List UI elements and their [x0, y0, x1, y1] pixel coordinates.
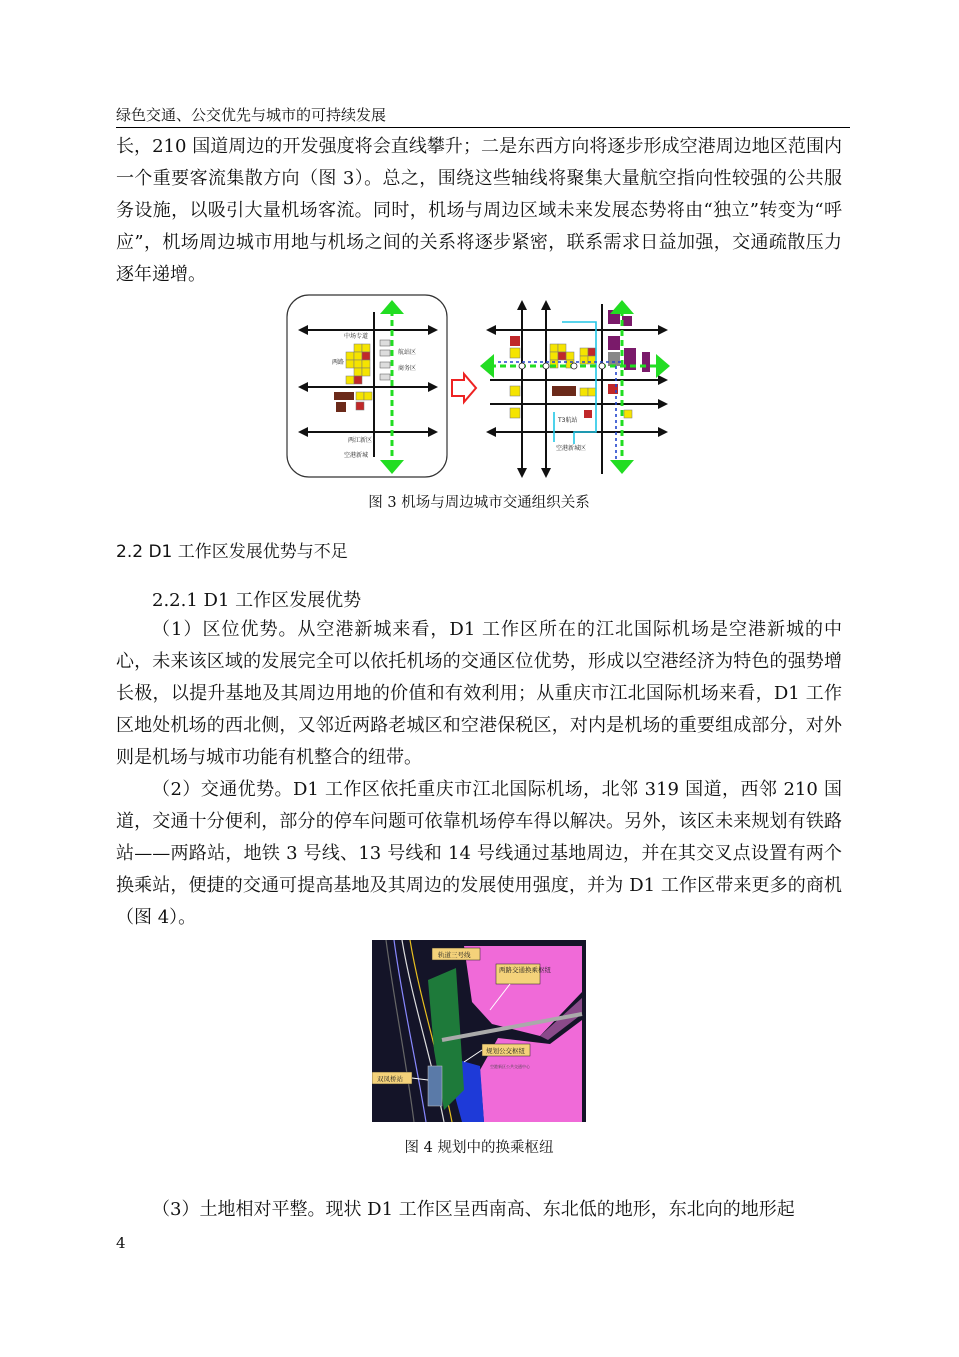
label-hub: 两路交通换乘枢纽 — [499, 966, 551, 974]
left-label-f: 空港新城 — [344, 452, 369, 459]
left-label-b: 两路 — [332, 359, 345, 366]
paragraph-location: （1）区位优势。从空港新城来看，D1 工作区所在的江北国际机场是空港新城的中心，未来该区域的发展完全可以依托机场的交通区位优势，形成以空港经济为特色的强势增长极，以提升基地及其周边用地的价值和有效利用；从重庆市江北国际机场来看，D1 工作区地处机场的西北侧，又邻近两路老城区和空港保税区，对内是机场的重要组成部分，对外则是机场与城市功能有机整合的纽带。 — [116, 619, 842, 768]
label-note: 空港新区公共交通中心 — [490, 1064, 530, 1069]
header-rule — [116, 127, 850, 128]
metro-line — [562, 322, 596, 444]
figure-3-caption: 图 3 机场与周边城市交通组织关系 — [368, 495, 590, 511]
page-number: 4 — [116, 1234, 126, 1252]
subsection-heading: 2.2.1 D1 工作区发展优势 — [152, 590, 362, 611]
left-label-a: 中场专道 — [344, 333, 369, 340]
figure-3 — [284, 292, 674, 486]
paragraph-intro: 长，210 国道周边的开发强度将会直线攀升；二是东西方向将逐步形成空港周边地区范围内一个重要客流集散方向（图 3）。总之，围绕这些轴线将聚集大量航空指向性较强的公共服务设施，以吸引大量机场客流。同时，机场与周边区域未来发展态势将由“独立”转变为“呼应”，机场周边城市用地与机场之间的关系将逐步紧密，联系需求日益加强，交通疏散压力逐年递增。 — [116, 136, 842, 285]
figure-4-caption: 图 4 规划中的换乘枢纽 — [404, 1140, 554, 1156]
station-building — [428, 1066, 442, 1106]
right-label-a: T3航站 — [558, 417, 578, 424]
left-label-e: 两江新区 — [348, 437, 373, 444]
paragraph-terrain: （3）土地相对平整。现状 D1 工作区呈西南高、东北低的地形，东北向的地形起 — [152, 1199, 795, 1220]
paragraph-transport: （2）交通优势。D1 工作区依托重庆市江北国际机场，北邻 319 国道，西邻 210 国道，交通十分便利，部分的停车问题可依靠机场停车得以解决。另外，该区未来规划有铁路站——两路站，地铁 3 号线、13 号线和 14 号线通过基地周边，并在其交叉点设置有两个换乘站，便捷的交通可提高基地及其周边的发展使用强度，并为 D1 工作区带来更多的商机（图 4）。 — [116, 779, 842, 928]
left-label-c: 航站区 — [398, 349, 417, 356]
label-bus-hub: 规划公交枢纽 — [486, 1047, 525, 1055]
figure-4-map — [372, 940, 586, 1122]
right-label-b: 空港新城区 — [556, 445, 587, 452]
right-land-blocks — [510, 310, 650, 418]
section-heading: 2.2 D1 工作区发展优势与不足 — [116, 542, 348, 562]
label-station: 双凤桥站 — [377, 1075, 403, 1083]
transition-arrow-icon — [452, 374, 476, 402]
running-header: 绿色交通、公交优先与城市的可持续发展 — [116, 106, 387, 124]
label-line3: 轨道三号线 — [438, 951, 471, 959]
left-label-d: 商务区 — [398, 365, 417, 372]
figure-4 — [372, 940, 586, 1126]
figure-3-diagram — [284, 292, 674, 482]
